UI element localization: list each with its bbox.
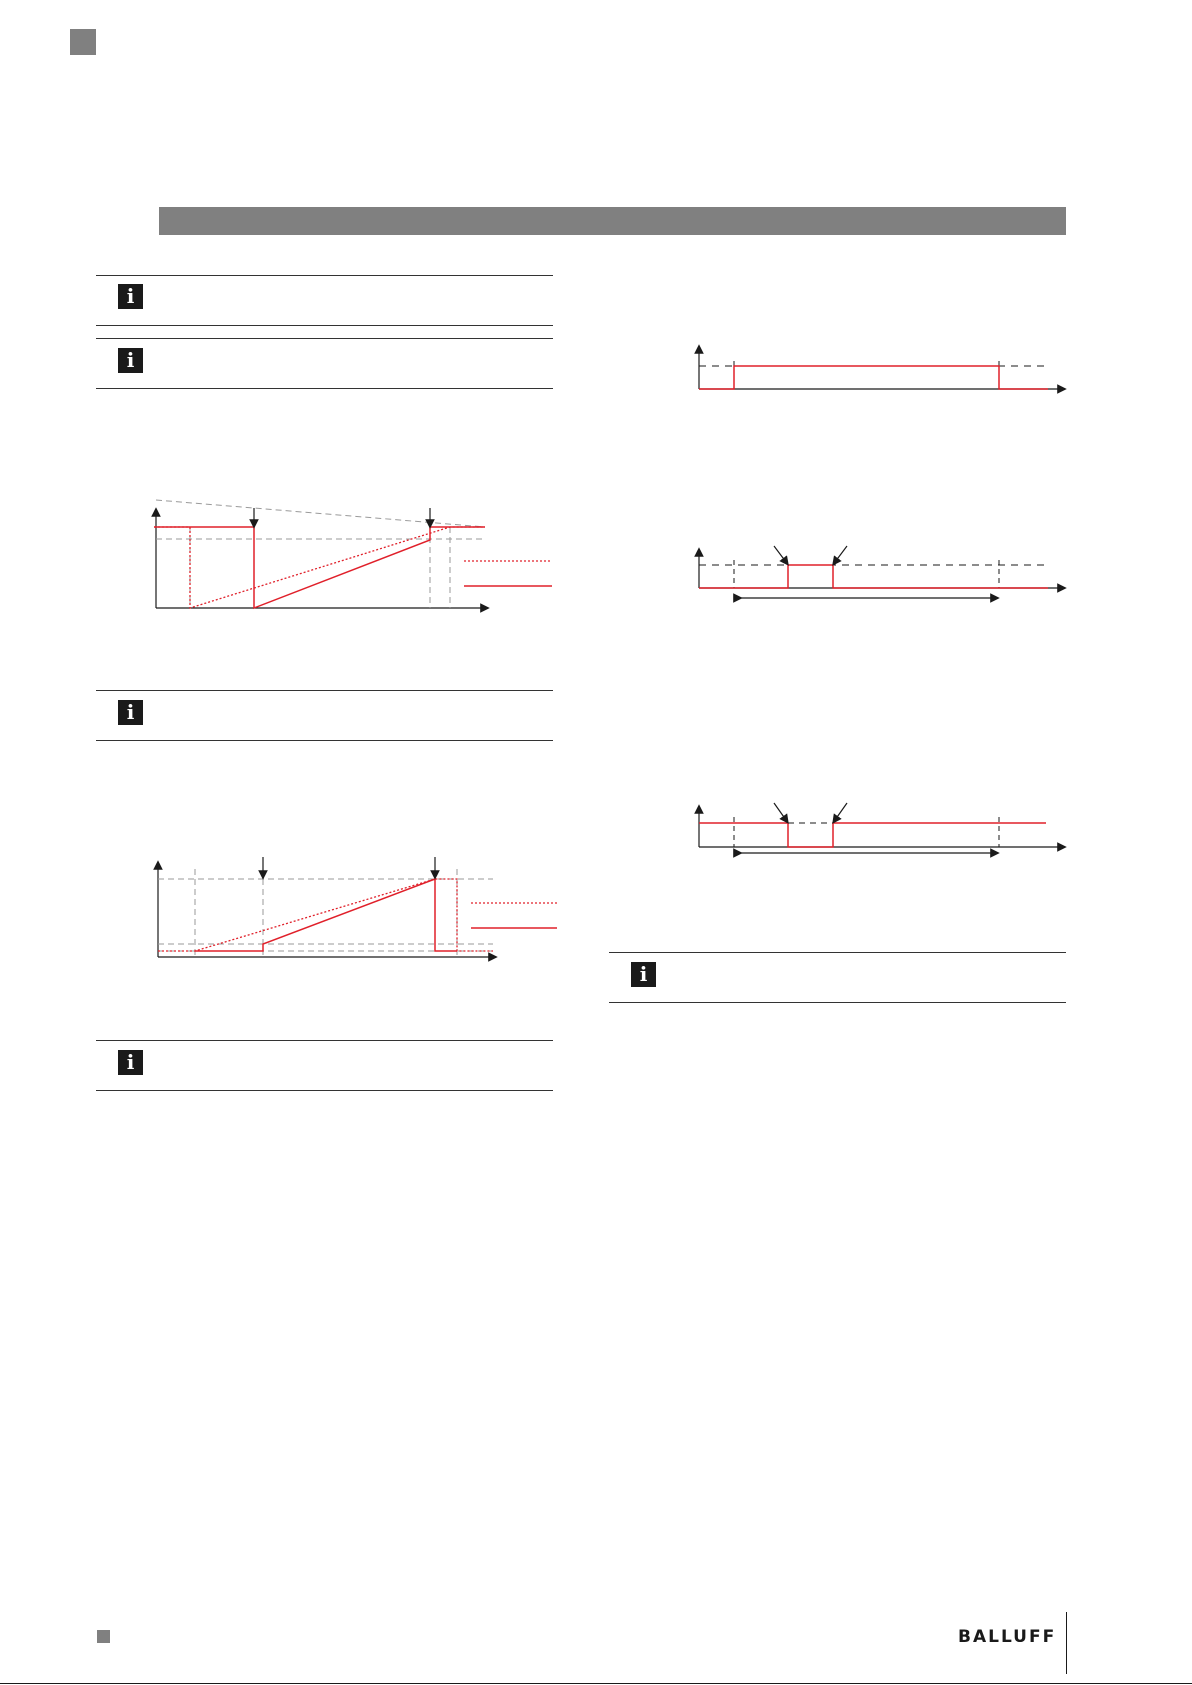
event-arrow — [835, 803, 847, 820]
page-corner-marker — [70, 29, 96, 55]
note-divider-top — [96, 1040, 553, 1041]
note-divider-top — [96, 275, 553, 276]
balluff-logo: BALLUFF — [958, 1627, 1057, 1647]
teach-diagram-falling — [140, 500, 560, 620]
note-divider-bottom — [96, 740, 553, 741]
event-arrow — [774, 803, 786, 820]
window-output-diagram — [690, 345, 1070, 395]
note-divider-top — [96, 690, 553, 691]
section-header-bar — [159, 207, 1066, 235]
note-divider-bottom — [96, 1090, 553, 1091]
signal-solid — [699, 366, 1048, 389]
note-divider-top — [609, 952, 1066, 953]
info-icon: i — [118, 1050, 143, 1075]
note-divider-top — [96, 338, 553, 339]
window-gap-inverted-diagram — [690, 797, 1070, 859]
info-icon: i — [118, 700, 143, 725]
window-gap-diagram — [690, 540, 1070, 602]
event-arrow — [835, 546, 847, 562]
info-icon: i — [631, 962, 656, 987]
footer-marker — [97, 1630, 110, 1643]
signal-solid — [699, 823, 1046, 847]
teach-diagram-rising — [145, 853, 565, 973]
footer-vertical-rule — [1066, 1612, 1067, 1674]
event-arrow — [774, 546, 786, 562]
note-divider-bottom — [96, 388, 553, 389]
signal-solid — [195, 879, 457, 951]
note-divider-bottom — [609, 1002, 1066, 1003]
info-icon: i — [118, 284, 143, 309]
guide-line — [156, 500, 485, 527]
signal-solid — [699, 565, 1048, 588]
info-icon: i — [118, 348, 143, 373]
note-divider-bottom — [96, 325, 553, 326]
footer-bottom-rule — [0, 1683, 1192, 1684]
signal-dotted — [158, 879, 493, 951]
